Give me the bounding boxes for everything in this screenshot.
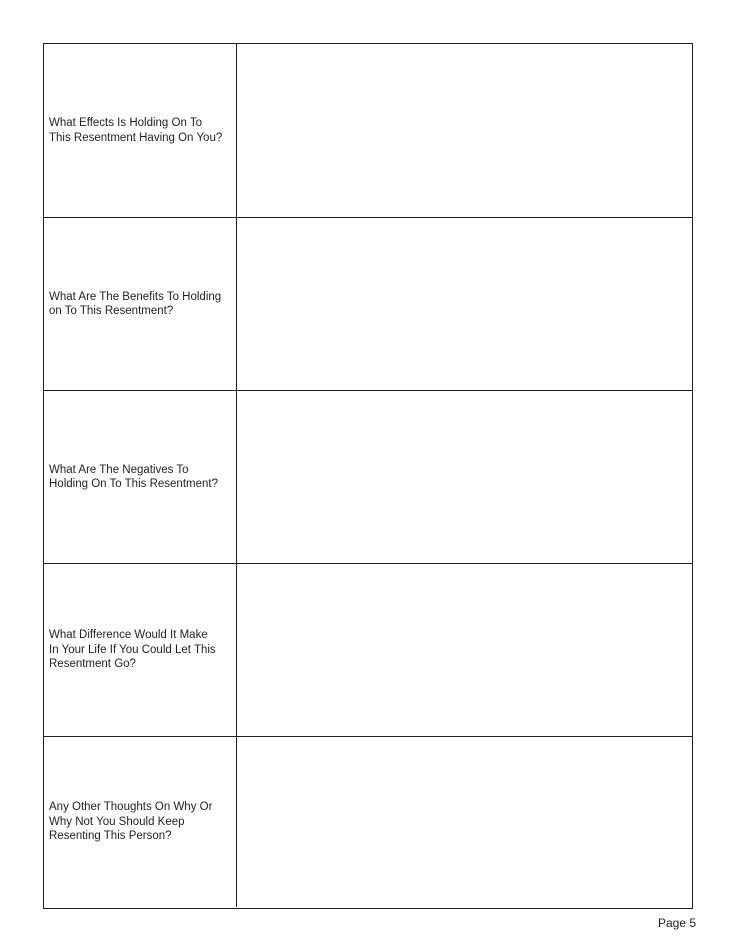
question-label: What Effects Is Holding On To This Resentment Having On You? (49, 117, 223, 144)
question-cell (44, 737, 237, 907)
worksheet-row (44, 563, 692, 736)
question-cell (44, 44, 237, 217)
question-label: What Are The Negatives To Holding On To This Resentment? (49, 463, 218, 490)
worksheet-row (44, 44, 692, 217)
worksheet-row (44, 217, 692, 390)
question-cell (44, 218, 237, 390)
question-cell (44, 564, 237, 736)
answer-field[interactable] (237, 737, 692, 907)
answer-field[interactable] (237, 44, 692, 217)
answer-field[interactable] (237, 218, 692, 390)
worksheet-row (44, 390, 692, 563)
question-cell (44, 391, 237, 563)
question-label: What Difference Would It Make In Your Life If You Could Let This Resentment Go? (49, 629, 216, 671)
resentment-worksheet-table (43, 43, 693, 909)
answer-field[interactable] (237, 391, 692, 563)
question-label: What Are The Benefits To Holding on To This Resentment? (49, 290, 222, 317)
question-label: Any Other Thoughts On Why Or Why Not You Should Keep Resenting This Person? (49, 801, 213, 843)
worksheet-row (44, 736, 692, 907)
answer-field[interactable] (237, 564, 692, 736)
page-number: Page 5 (657, 916, 696, 930)
